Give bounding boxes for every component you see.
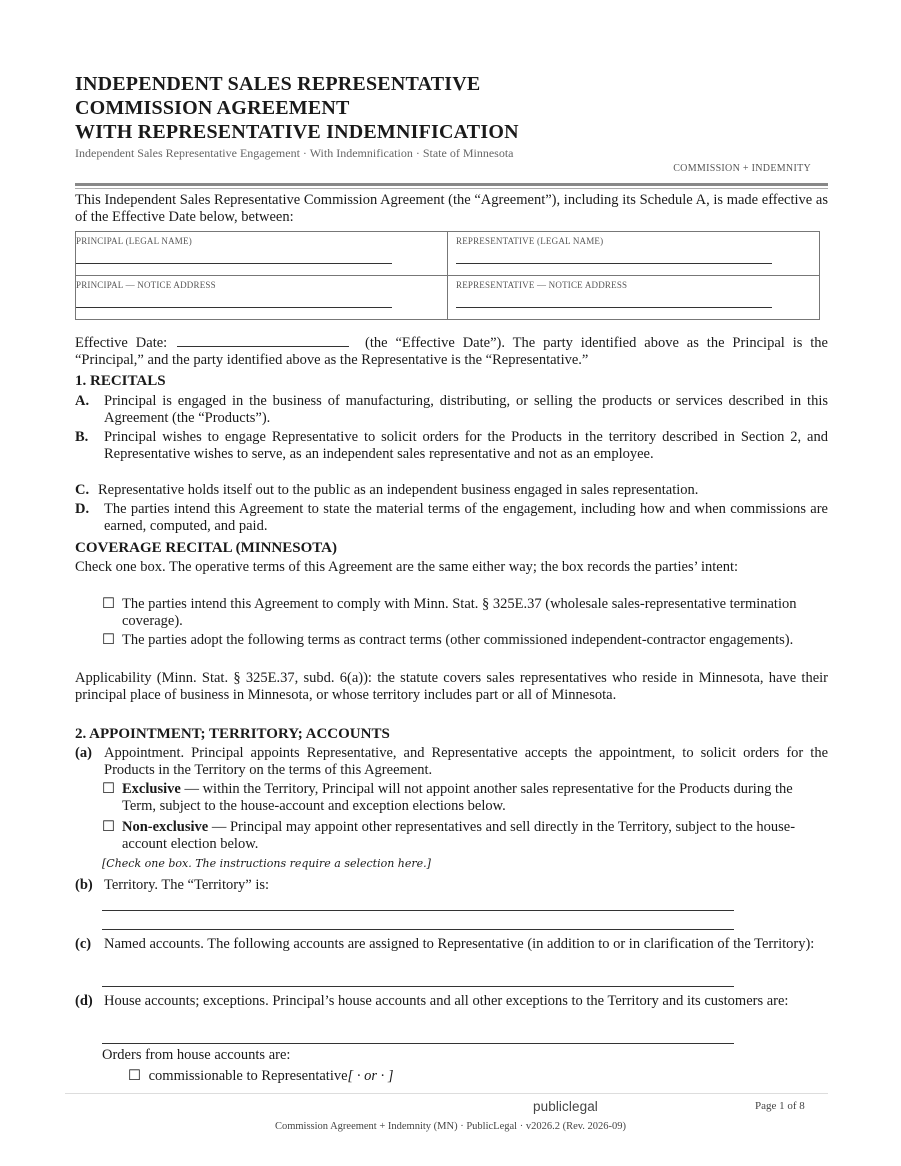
checkbox-icon[interactable]: ☐ [102,632,115,648]
representative-name-label: REPRESENTATIVE (LEGAL NAME) [456,236,604,246]
recital-d-text: The parties intend this Agreement to state the material terms of the engagement, including how and when commissions are earned, computed, and paid. [104,501,828,534]
clause-2d-mark: (d) [75,993,93,1009]
exclusive-option[interactable] [102,781,802,814]
recitals-heading: 1. RECITALS [75,373,166,389]
clause-2d-text: House accounts; exceptions. Principal’s house accounts and all other exceptions to the Territory and its customers are: [104,993,789,1009]
section-2-heading: 2. APPOINTMENT; TERRITORY; ACCOUNTS [75,726,390,742]
effective-date-label: Effective Date: [75,335,168,351]
territory-line-2[interactable] [102,929,734,930]
named-accounts-line[interactable] [102,986,734,987]
clause-2b-text: Territory. The “Territory” is: [104,877,270,893]
representative-address-line[interactable] [456,307,772,308]
clause-2b-mark: (b) [75,877,93,893]
effective-date-text: (the “Effective Date”). The party identified above as the Principal is the “Principal,” and the party identified above as the Representative is the “Representative.” [75,335,828,368]
principal-name-cell[interactable] [76,232,448,276]
clause-2c [75,936,828,953]
clause-2d [75,993,828,1010]
recital-d [75,501,828,534]
checkbox-icon[interactable]: ☐ [128,1068,141,1084]
clause-2b [75,877,828,894]
checkbox-icon[interactable]: ☐ [102,781,115,797]
nonexclusive-label: Non-exclusive [122,819,209,835]
house-option-text: commissionable to Representative [148,1068,348,1084]
representative-name-line[interactable] [456,263,772,264]
title-line-2: COMMISSION AGREEMENT [75,97,350,119]
house-option-suffix: [ · or · ] [347,1068,394,1084]
principal-name-line[interactable] [76,263,392,264]
effective-date-field[interactable] [177,334,349,347]
clause-2c-text: Named accounts. The following accounts are assigned to Representative (in addition to or in clarification of the Territory): [104,936,815,952]
recital-a-text: Principal is engaged in the business of manufacturing, distributing, or selling the products or services described in this Agreement (the “Products”). [104,393,828,426]
footer-rule [65,1093,828,1094]
recital-a [75,393,828,426]
selection-instruction: [Check one box. The instructions require a selection here.] [102,857,431,870]
house-accounts-line[interactable] [102,1043,734,1044]
clause-2a [75,745,828,778]
clause-2a-text: Appointment. Principal appoints Representative, and Representative accepts the appointment, to solicit orders for the Products in the Territory on the terms of this Agreement. [104,745,828,778]
recital-b-text: Principal wishes to engage Representative to solicit orders for the Products in the territory described in Section 2, and Representative wishes to serve, as an independent sales representative and not as an employee. [104,429,828,462]
clause-2c-mark: (c) [75,936,92,952]
principal-address-cell[interactable] [76,276,448,320]
nonexclusive-text: — Principal may appoint other representatives and sell directly in the Territory, subject to the house-account election below. [122,819,796,852]
recital-d-mark: D. [75,501,90,517]
exclusive-label: Exclusive [122,781,181,797]
recital-b [75,429,828,462]
footer-version-line: Commission Agreement + Indemnity (MN) · PublicLegal · v2026.2 (Rev. 2026-09) [274,1121,627,1132]
effective-date-paragraph [75,334,828,368]
representative-address-cell[interactable] [448,276,820,320]
house-option[interactable] [128,1068,881,1085]
parties-table [75,231,820,320]
principal-address-label: PRINCIPAL — NOTICE ADDRESS [76,280,216,290]
principal-name-label: PRINCIPAL (LEGAL NAME) [76,236,192,246]
document-title [75,72,519,144]
coverage-heading: COVERAGE RECITAL (MINNESOTA) [75,540,337,556]
header-tag: COMMISSION + INDEMNITY [673,163,811,174]
applicability-paragraph: Applicability (Minn. Stat. § 325E.37, subd. 6(a)): the statute covers sales representatives who reside in Minnesota, have their principal place of business in Minnesota, or whose territory includes part or all of Minnesota. [75,670,828,703]
nonexclusive-option[interactable] [102,819,802,852]
checkbox-icon[interactable]: ☐ [102,819,115,835]
recital-a-mark: A. [75,393,90,409]
coverage-option-statute-text: The parties intend this Agreement to comply with Minn. Stat. § 325E.37 (wholesale sales-representative termination coverage). [122,596,797,629]
principal-address-line[interactable] [76,307,392,308]
territory-line-1[interactable] [102,910,734,911]
header-rule-thin [75,188,828,189]
coverage-option-contract-text: The parties adopt the following terms as contract terms (other commissioned independent-contractor engagements). [122,632,794,648]
checkbox-icon[interactable]: ☐ [102,596,115,612]
clause-2a-mark: (a) [75,745,92,761]
recital-c-text: Representative holds itself out to the public as an independent business engaged in sales representation. [98,482,699,498]
house-orders-label: Orders from house accounts are: [102,1047,291,1063]
document-subtitle: Independent Sales Representative Engagement · With Indemnification · State of Minnesota [75,146,514,160]
coverage-option-contract[interactable] [102,632,802,649]
header-rule-thick [75,183,828,186]
title-line-1: INDEPENDENT SALES REPRESENTATIVE [75,73,481,95]
publiclegal-logo: publiclegal [533,1099,598,1114]
coverage-intro: Check one box. The operative terms of this Agreement are the same either way; the box records the parties’ intent: [75,559,739,575]
recital-c [75,482,828,499]
representative-name-cell[interactable] [448,232,820,276]
coverage-option-statute[interactable] [102,596,802,629]
recital-b-mark: B. [75,429,89,445]
title-line-3: WITH REPRESENTATIVE INDEMNIFICATION [75,121,519,143]
representative-address-label: REPRESENTATIVE — NOTICE ADDRESS [456,280,628,290]
intro-paragraph: This Independent Sales Representative Commission Agreement (the “Agreement”), including its Schedule A, is made effective as of the Effective Date below, between: [75,192,828,225]
exclusive-text: — within the Territory, Principal will not appoint another sales representative for the Products during the Term, subject to the house-account and exception elections below. [122,781,793,814]
page-number: Page 1 of 8 [755,1100,805,1112]
recital-c-mark: C. [75,482,90,498]
